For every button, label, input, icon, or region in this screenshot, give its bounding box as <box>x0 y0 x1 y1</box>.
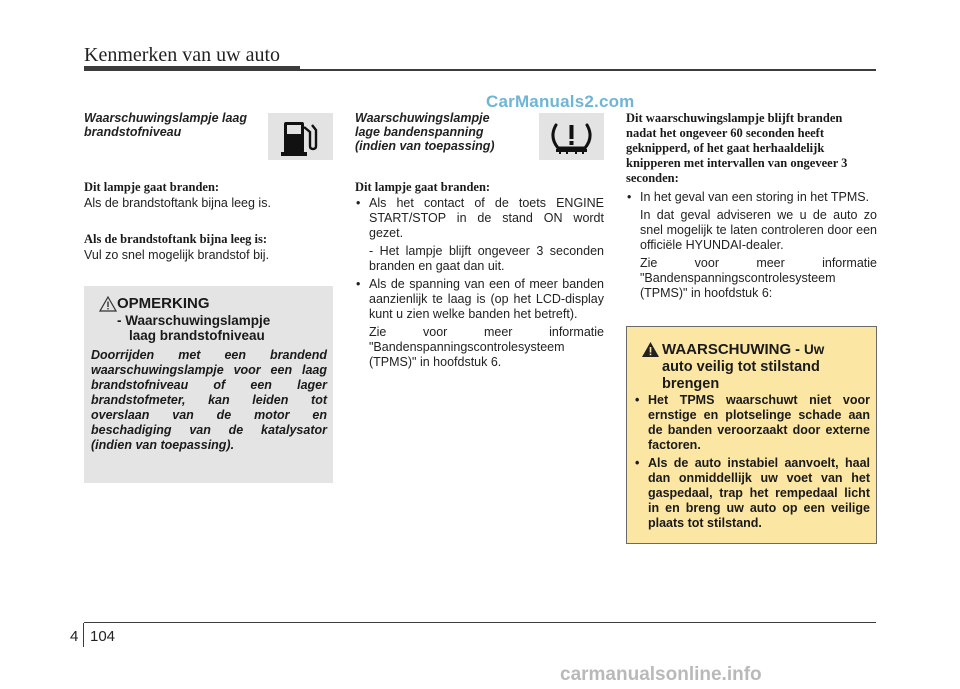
warning-item-1: • Het TPMS waarschuwt niet voor ernstige en plotselinge schade aan de banden veroorzaakt door externe factoren. <box>634 393 870 453</box>
header-rule-thick <box>84 66 300 71</box>
tpms-bullet-2: • Als de spanning van een of meer banden aanzienlijk te laag is (op het LCD-display kunt u zien welke banden het betreft). Zie voor meer informatie "Bandenspanningscontrolesysteem (TPMS)" in hoofdstuk 6. <box>355 277 604 370</box>
warning-title: WAARSCHUWING - Uw auto veilig tot stilstand brengen <box>662 341 825 392</box>
note-box <box>84 286 333 483</box>
tpms-bullets <box>355 196 604 373</box>
chapter-number: 4 <box>70 628 79 645</box>
note-body: Doorrijden met een brandend waarschuwingslampje voor een laag brandstofniveau of een lager brandstofmeter, kan leiden tot overslaan van de motor en beschadiging van de katalysator (indien van toepassing). <box>91 348 327 452</box>
warning-box <box>626 326 877 544</box>
tpms-bullet-1-sub: - Het lampje blijft ongeveer 3 seconden branden en gaat dan uit. <box>369 244 604 273</box>
tire-pressure-warning-icon <box>539 113 604 160</box>
note-sub-line2: laag brandstofniveau <box>129 328 265 343</box>
tpms-malfunction-bullet: • In het geval van een storing in het TPMS. In dat geval adviseren we u de auto zo snel mogelijk te laten controleren door een officiële HYUNDAI-dealer. Zie voor meer informatie "Bandenspanningscontrolesysteem (TPMS)" in hoofdstuk 6: <box>626 190 877 301</box>
page-number: 104 <box>90 628 116 645</box>
warning-list <box>634 393 870 534</box>
tpms-malfunction-list <box>626 190 877 304</box>
note-title: OPMERKING <box>117 295 210 312</box>
tpms-bold-intro: Dit waarschuwingslampje blijft branden nadat het ongeveer 60 seconden heeft geknipperd, of het gaat herhaaldelijk knipperen met intervallen van ongeveer 3 seconden: <box>626 111 848 185</box>
warning-triangle-icon <box>641 341 660 358</box>
watermark-top: CarManuals2.com <box>486 92 635 111</box>
fuel-text2: Vul zo snel mogelijk brandstof bij. <box>84 248 270 262</box>
footer-tick <box>83 623 84 647</box>
fuel-sub1: Dit lampje gaat branden: <box>84 180 220 194</box>
tpms-sub1: Dit lampje gaat branden: <box>355 180 491 194</box>
fuel-pump-icon <box>268 113 333 160</box>
tpms-malfunction-p2: In dat geval adviseren we u de auto zo snel mogelijk te laten controleren door een officiële HYUNDAI-dealer. <box>640 208 877 252</box>
fuel-sub2: Als de brandstoftank bijna leeg is: <box>84 232 268 246</box>
caution-triangle-icon <box>99 296 117 312</box>
footer-rule <box>84 622 876 623</box>
tpms-malfunction-p3: Zie voor meer informatie "Bandenspanningscontrolesysteem (TPMS)" in hoofdstuk 6: <box>640 256 877 300</box>
page-header-title: Kenmerken van uw auto <box>84 44 281 66</box>
header-rule-thin <box>300 69 876 71</box>
fuel-text1: Als de brandstoftank bijna leeg is. <box>84 196 271 210</box>
warning-item-2: • Als de auto instabiel aanvoelt, haal dan onmiddellijk uw voet van het gaspedaal, trap het rempedaal licht in en breng uw auto op een veilige plaats tot stilstand. <box>634 456 870 531</box>
fuel-warning-heading: Waarschuwingslampje laag brandstofniveau <box>84 111 248 139</box>
tpms-heading: Waarschuwingslampje lage bandenspanning (indien van toepassing) <box>355 111 495 153</box>
tpms-bullet-2-more: Zie voor meer informatie "Bandenspanningscontrolesysteem (TPMS)" in hoofdstuk 6. <box>369 325 604 369</box>
tpms-bullet-1: • Als het contact of de toets ENGINE START/STOP in de stand ON wordt gezet. - Het lampje blijft ongeveer 3 seconden branden en gaat dan uit. <box>355 196 604 274</box>
note-sub-line1: - Waarschuwingslampje <box>117 313 271 328</box>
watermark-bottom: carmanualsonline.info <box>560 664 762 685</box>
